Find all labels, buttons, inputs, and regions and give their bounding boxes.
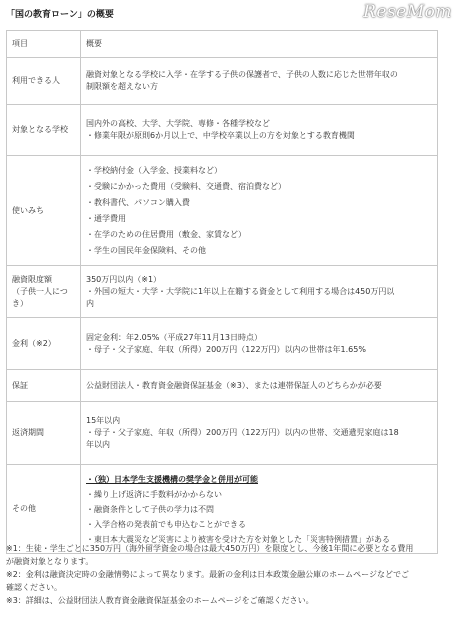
table-row-limit [7,266,438,318]
page-title: 「国の教育ローン」の概要 [6,10,114,20]
row-content: ・学校納付金（入学金、授業料など） ・受験にかかった費用（受験料、交通費、宿泊費など） ・教科書代、パソコン購入費 ・通学費用 ・在学のための住居費用（敷金、家賃など） ・学生の国民年金保険料、その他 [81,156,438,266]
row-label: 使いみち [7,156,81,266]
row-content: 公益財団法人・教育資金融資保証基金（※3）、または連帯保証人のどちらかが必要 [81,370,438,402]
footnote-line: 確認ください。 [6,583,62,592]
row-label: 金利（※2） [7,318,81,370]
resemom-logo: ReseMom [363,2,452,22]
column-header-summary: 概要 [81,31,438,58]
row-label: その他 [7,465,81,554]
table-row-guarantee [7,370,438,402]
row-label: 対象となる学校 [7,105,81,156]
table-row-interest [7,318,438,370]
footnote-line: が融資対象となります。 [6,557,94,566]
row-label: 返済期間 [7,402,81,465]
row-content: 固定金利：年2.05%（平成27年11月13日時点） ・母子・父子家庭、年収（所得）200万円（122万円）以内の世帯は年1.65% [81,318,438,370]
row-content: 融資対象となる学校に入学・在学する子供の保護者で、子供の人数に応じた世帯年収の 制限額を超えない方 [81,58,438,105]
row-label: 利用できる人 [7,58,81,105]
overview-table [6,30,438,554]
row-content: ・（独）日本学生支援機構の奨学金と併用が可能 ・繰り上げ返済に手数料がかからない ・融資条件として子供の学力は不問 ・入学合格の発表前でも申込むことができる ・東日本大震災など災害により被害を受けた方を対象とした「災害特例措置」がある [81,465,438,554]
row-label: 融資限度額 （子供一人につ き） [7,266,81,318]
footnote-line: ※1：生徒・学生ごとに350万円（海外留学資金の場合は最大450万円）を限度とし、今後1年間に必要となる費用 [6,544,414,553]
table-row-other [7,465,438,554]
table-row-eligible [7,58,438,105]
table-header-row [7,31,438,58]
row-label: 保証 [7,370,81,402]
row-content: 国内外の高校、大学、大学院、専修・各種学校など ・修業年限が原則6か月以上で、中学校卒業以上の方を対象とする教育機関 [81,105,438,156]
column-header-item: 項目 [7,31,81,58]
footnote-line: ※2：金利は融資決定時の金融情勢によって異なります。最新の金利は日本政策金融公庫のホームページなどでご [6,570,409,579]
table-row-schools [7,105,438,156]
table-row-repayment [7,402,438,465]
row-content: 15年以内 ・母子・父子家庭、年収（所得）200万円（122万円）以内の世帯、交通遺児家庭は18 年以内 [81,402,438,465]
row-content: 350万円以内（※1） ・外国の短大・大学・大学院に1年以上在籍する資金として利用する場合は450万円以 内 [81,266,438,318]
table-row-usage [7,156,438,266]
footnotes [6,542,452,607]
footnote-line: ※3：詳細は、公益財団法人教育資金融資保証基金のホームページをご確認ください。 [6,596,314,605]
